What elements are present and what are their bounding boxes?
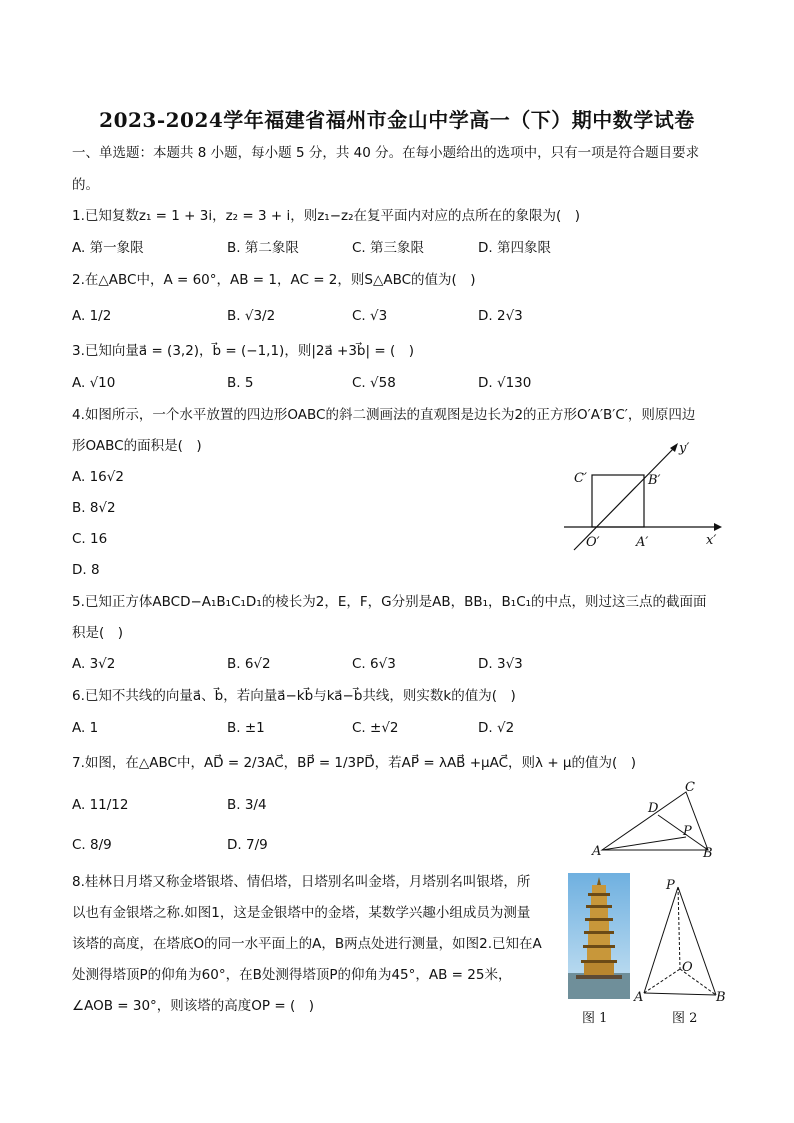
question-4-stem: 4.如图所示，一个水平放置的四边形OABC的斜二测画法的直观图是边长为2的正方形O′A′B′C′，则原四边 [72,407,696,423]
edge-pa [644,887,678,993]
pagoda-photo-figure [568,873,630,1025]
q5-option-b: B. 6√2 [227,656,271,672]
question-5-stem-cont: 积是( ) [72,625,124,641]
label-p: P [666,878,675,893]
segment-ap [602,837,686,850]
label-o: O [682,960,693,975]
q5-option-c: C. 6√3 [352,656,396,672]
label-c-prime: C′ [574,471,587,486]
q1-option-a: A. 第一象限 [72,240,144,256]
label-b: B [703,846,713,860]
label-d: D [648,801,659,816]
question-4-stem-cont: 形OABC的面积是( ) [72,438,202,454]
label-a-prime: A′ [636,535,649,550]
question-8-line-2: 以也有金银塔之称.如图1，这是金银塔中的金塔，某数学兴趣小组成员为测量 [72,905,531,921]
edge-pb [678,887,716,995]
q6-option-b: B. ±1 [227,720,265,736]
q4-oblique-figure [556,432,736,552]
label-c: C [685,780,695,795]
q2-option-c: C. √3 [352,308,388,324]
question-8-line-5: ∠AOB = 30°，则该塔的高度OP = ( ) [72,998,315,1014]
label-p: P [683,824,692,839]
q7-option-b: B. 3/4 [227,797,267,813]
figure-2-caption: 图 2 [672,1011,698,1025]
q1-option-c: C. 第三象限 [352,240,425,256]
question-8-line-3: 该塔的高度，在塔底O的同一水平面上的A，B两点处进行测量，如图2.已知在A [72,936,542,952]
q7-triangle-figure [590,780,720,860]
q5-option-d: D. 3√3 [478,656,523,672]
question-2-stem: 2.在△ABC中，A = 60°，AB = 1，AC = 2，则S△ABC的值为( ) [72,272,476,288]
q1-option-b: B. 第二象限 [227,240,299,256]
q6-option-c: C. ±√2 [352,720,399,736]
label-a: A [634,990,644,1005]
q5-option-a: A. 3√2 [72,656,116,672]
label-x-prime: x′ [706,533,717,548]
q4-option-b: B. 8√2 [72,500,116,516]
q7-option-d: D. 7/9 [227,837,268,853]
section-instruction-cont: 的。 [72,177,99,193]
q7-option-c: C. 8/9 [72,837,112,853]
question-7-stem: 7.如图，在△ABC中，AD⃗ = 2/3AC⃗，BP⃗ = 1/3PD⃗，若AP⃗ = λAB⃗ +μAC⃗，则λ + μ的值为( ) [72,755,637,771]
q4-option-d: D. 8 [72,562,100,578]
q8-pyramid-figure [632,873,728,1025]
section-instruction: 一、单选题：本题共 8 小题，每小题 5 分，共 40 分。在每小题给出的选项中，只有一项是符合题目要求 [72,145,700,161]
edge-ab [644,993,716,995]
q6-option-d: D. √2 [478,720,515,736]
question-1-stem: 1.已知复数z₁ = 1 + 3i，z₂ = 3 + i，则z₁−z₂在复平面内对应的点所在的象限为( ) [72,208,581,224]
q6-option-a: A. 1 [72,720,99,736]
edge-oa [644,969,680,993]
q2-option-a: A. 1/2 [72,308,112,324]
q1-option-d: D. 第四象限 [478,240,551,256]
question-5-stem: 5.已知正方体ABCD−A₁B₁C₁D₁的棱长为2，E，F，G分别是AB，BB₁，B₁C₁的中点，则过这三点的截面面 [72,594,707,610]
exam-title: 2023-2024学年福建省福州市金山中学高一（下）期中数学试卷 [99,108,695,132]
question-8-line-4: 处测得塔顶P的仰角为60°，在B处测得塔顶P的仰角为45°，AB = 25米， [72,967,512,983]
edge-po [678,887,680,969]
q3-option-d: D. √130 [478,375,532,391]
q3-option-a: A. √10 [72,375,116,391]
q3-option-b: B. 5 [227,375,254,391]
q2-option-b: B. √3/2 [227,308,276,324]
q7-option-a: A. 11/12 [72,797,129,813]
question-6-stem: 6.已知不共线的向量a⃗、b⃗，若向量a⃗−kb⃗与ka⃗−b⃗共线，则实数k的值为( ) [72,688,516,704]
question-3-stem: 3.已知向量a⃗ = (3,2)，b⃗ = (−1,1)，则|2a⃗ +3b⃗| = ( ) [72,343,414,359]
label-b: B [716,990,726,1005]
square-oabc [592,475,644,527]
q2-option-d: D. 2√3 [478,308,523,324]
x-axis-arrow [714,523,722,531]
label-y-prime: y′ [679,441,690,456]
label-a: A [592,844,602,859]
q4-option-a: A. 16√2 [72,469,124,485]
q3-option-c: C. √58 [352,375,396,391]
label-b-prime: B′ [648,473,661,488]
figure-1-caption: 图 1 [582,1011,608,1025]
label-o-prime: O′ [586,535,600,550]
q4-option-c: C. 16 [72,531,108,547]
question-8-line-1: 8.桂林日月塔又称金塔银塔、情侣塔，日塔别名叫金塔，月塔别名叫银塔，所 [72,874,531,890]
